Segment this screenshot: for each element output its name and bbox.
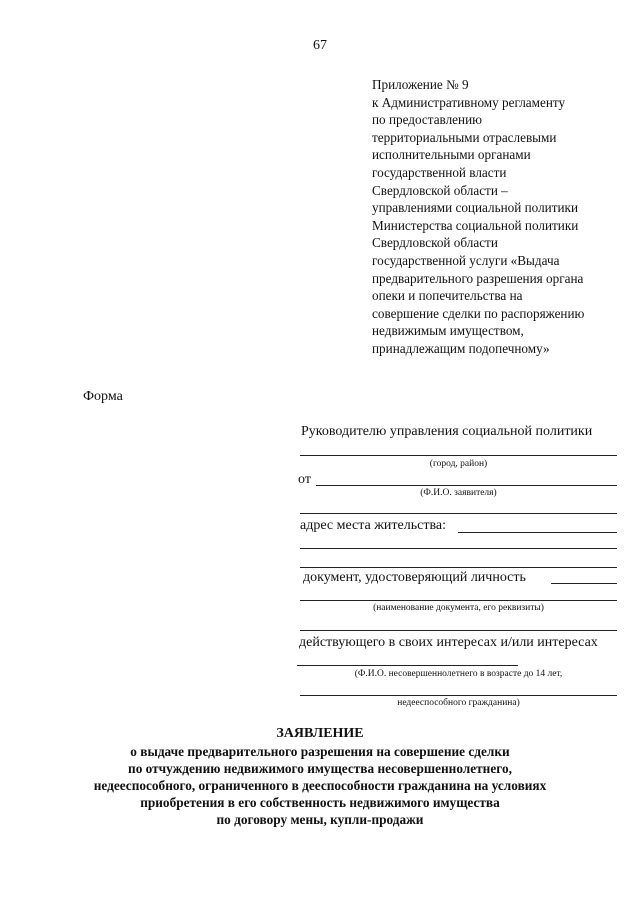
statement-title: ЗАЯВЛЕНИЕ: [276, 726, 364, 741]
subtitle-line: о выдаче предварительного разрешения на совершение сделки: [130, 744, 510, 759]
page-number: 67: [313, 38, 327, 53]
appendix-line: Свердловской области –: [372, 182, 508, 198]
appendix-line: к Административному регламенту: [372, 94, 566, 110]
appendix-line: управлениями социальной политики: [372, 200, 578, 216]
form-label: Форма: [83, 389, 123, 404]
minor-hint-2: недееспособного гражданина): [397, 698, 520, 708]
appendix-line: территориальными отраслевыми: [372, 129, 557, 145]
subtitle-line: по отчуждению недвижимого имущества несовершеннолетнего,: [128, 761, 512, 776]
appendix-line: по предоставлению: [372, 112, 482, 128]
subtitle-line: по договору мены, купли-продажи: [216, 812, 424, 827]
appendix-line: недвижимым имуществом,: [372, 323, 524, 339]
city-hint: (город, район): [429, 459, 488, 469]
acting-label: действующего в своих интересах и/или интересах: [299, 635, 598, 650]
minor-hint-1: (Ф.И.О. несовершеннолетнего в возрасте до 14 лет,: [354, 669, 563, 679]
document-details-field[interactable]: [300, 600, 617, 601]
appendix-block: [372, 76, 637, 358]
appendix-line: государственной услуги «Выдача: [372, 252, 560, 268]
statement-subtitle: [0, 743, 640, 828]
address-field[interactable]: [458, 532, 617, 533]
from-label: от: [298, 472, 311, 487]
applicant-name-field[interactable]: [316, 485, 617, 486]
appendix-line: Приложение № 9: [372, 77, 469, 92]
document-hint: (наименование документа, его реквизиты): [373, 603, 544, 613]
city-field[interactable]: [300, 455, 617, 456]
appendix-line: опеки и попечительства на: [372, 288, 523, 304]
minor-name-field-2[interactable]: [300, 695, 617, 696]
appendix-line: Министерства социальной политики: [372, 217, 579, 233]
appendix-line: принадлежащим подопечному»: [372, 340, 550, 356]
address-field-2[interactable]: [300, 548, 617, 549]
appendix-line: исполнительными органами: [372, 147, 531, 163]
subtitle-line: недееспособного, ограниченного в дееспособности гражданина на условиях: [93, 778, 547, 793]
document-label: документ, удостоверяющий личность: [303, 570, 526, 585]
applicant-hint: (Ф.И.О. заявителя): [420, 488, 497, 498]
document-field[interactable]: [551, 583, 617, 584]
subtitle-line: приобретения в его собственность недвижимого имущества: [140, 795, 500, 810]
appendix-line: Свердловской области: [372, 235, 498, 251]
appendix-line: совершение сделки по распоряжению: [372, 305, 585, 321]
addressee-text: Руководителю управления социальной политики: [301, 424, 593, 439]
address-field-3[interactable]: [300, 567, 617, 568]
appendix-line: государственной власти: [372, 164, 507, 180]
appendix-line: предварительного разрешения органа: [372, 270, 584, 286]
applicant-name-field-2[interactable]: [300, 513, 617, 514]
minor-name-field[interactable]: [297, 665, 518, 666]
address-label: адрес места жительства:: [300, 518, 446, 533]
document-details-field-2[interactable]: [300, 630, 617, 631]
